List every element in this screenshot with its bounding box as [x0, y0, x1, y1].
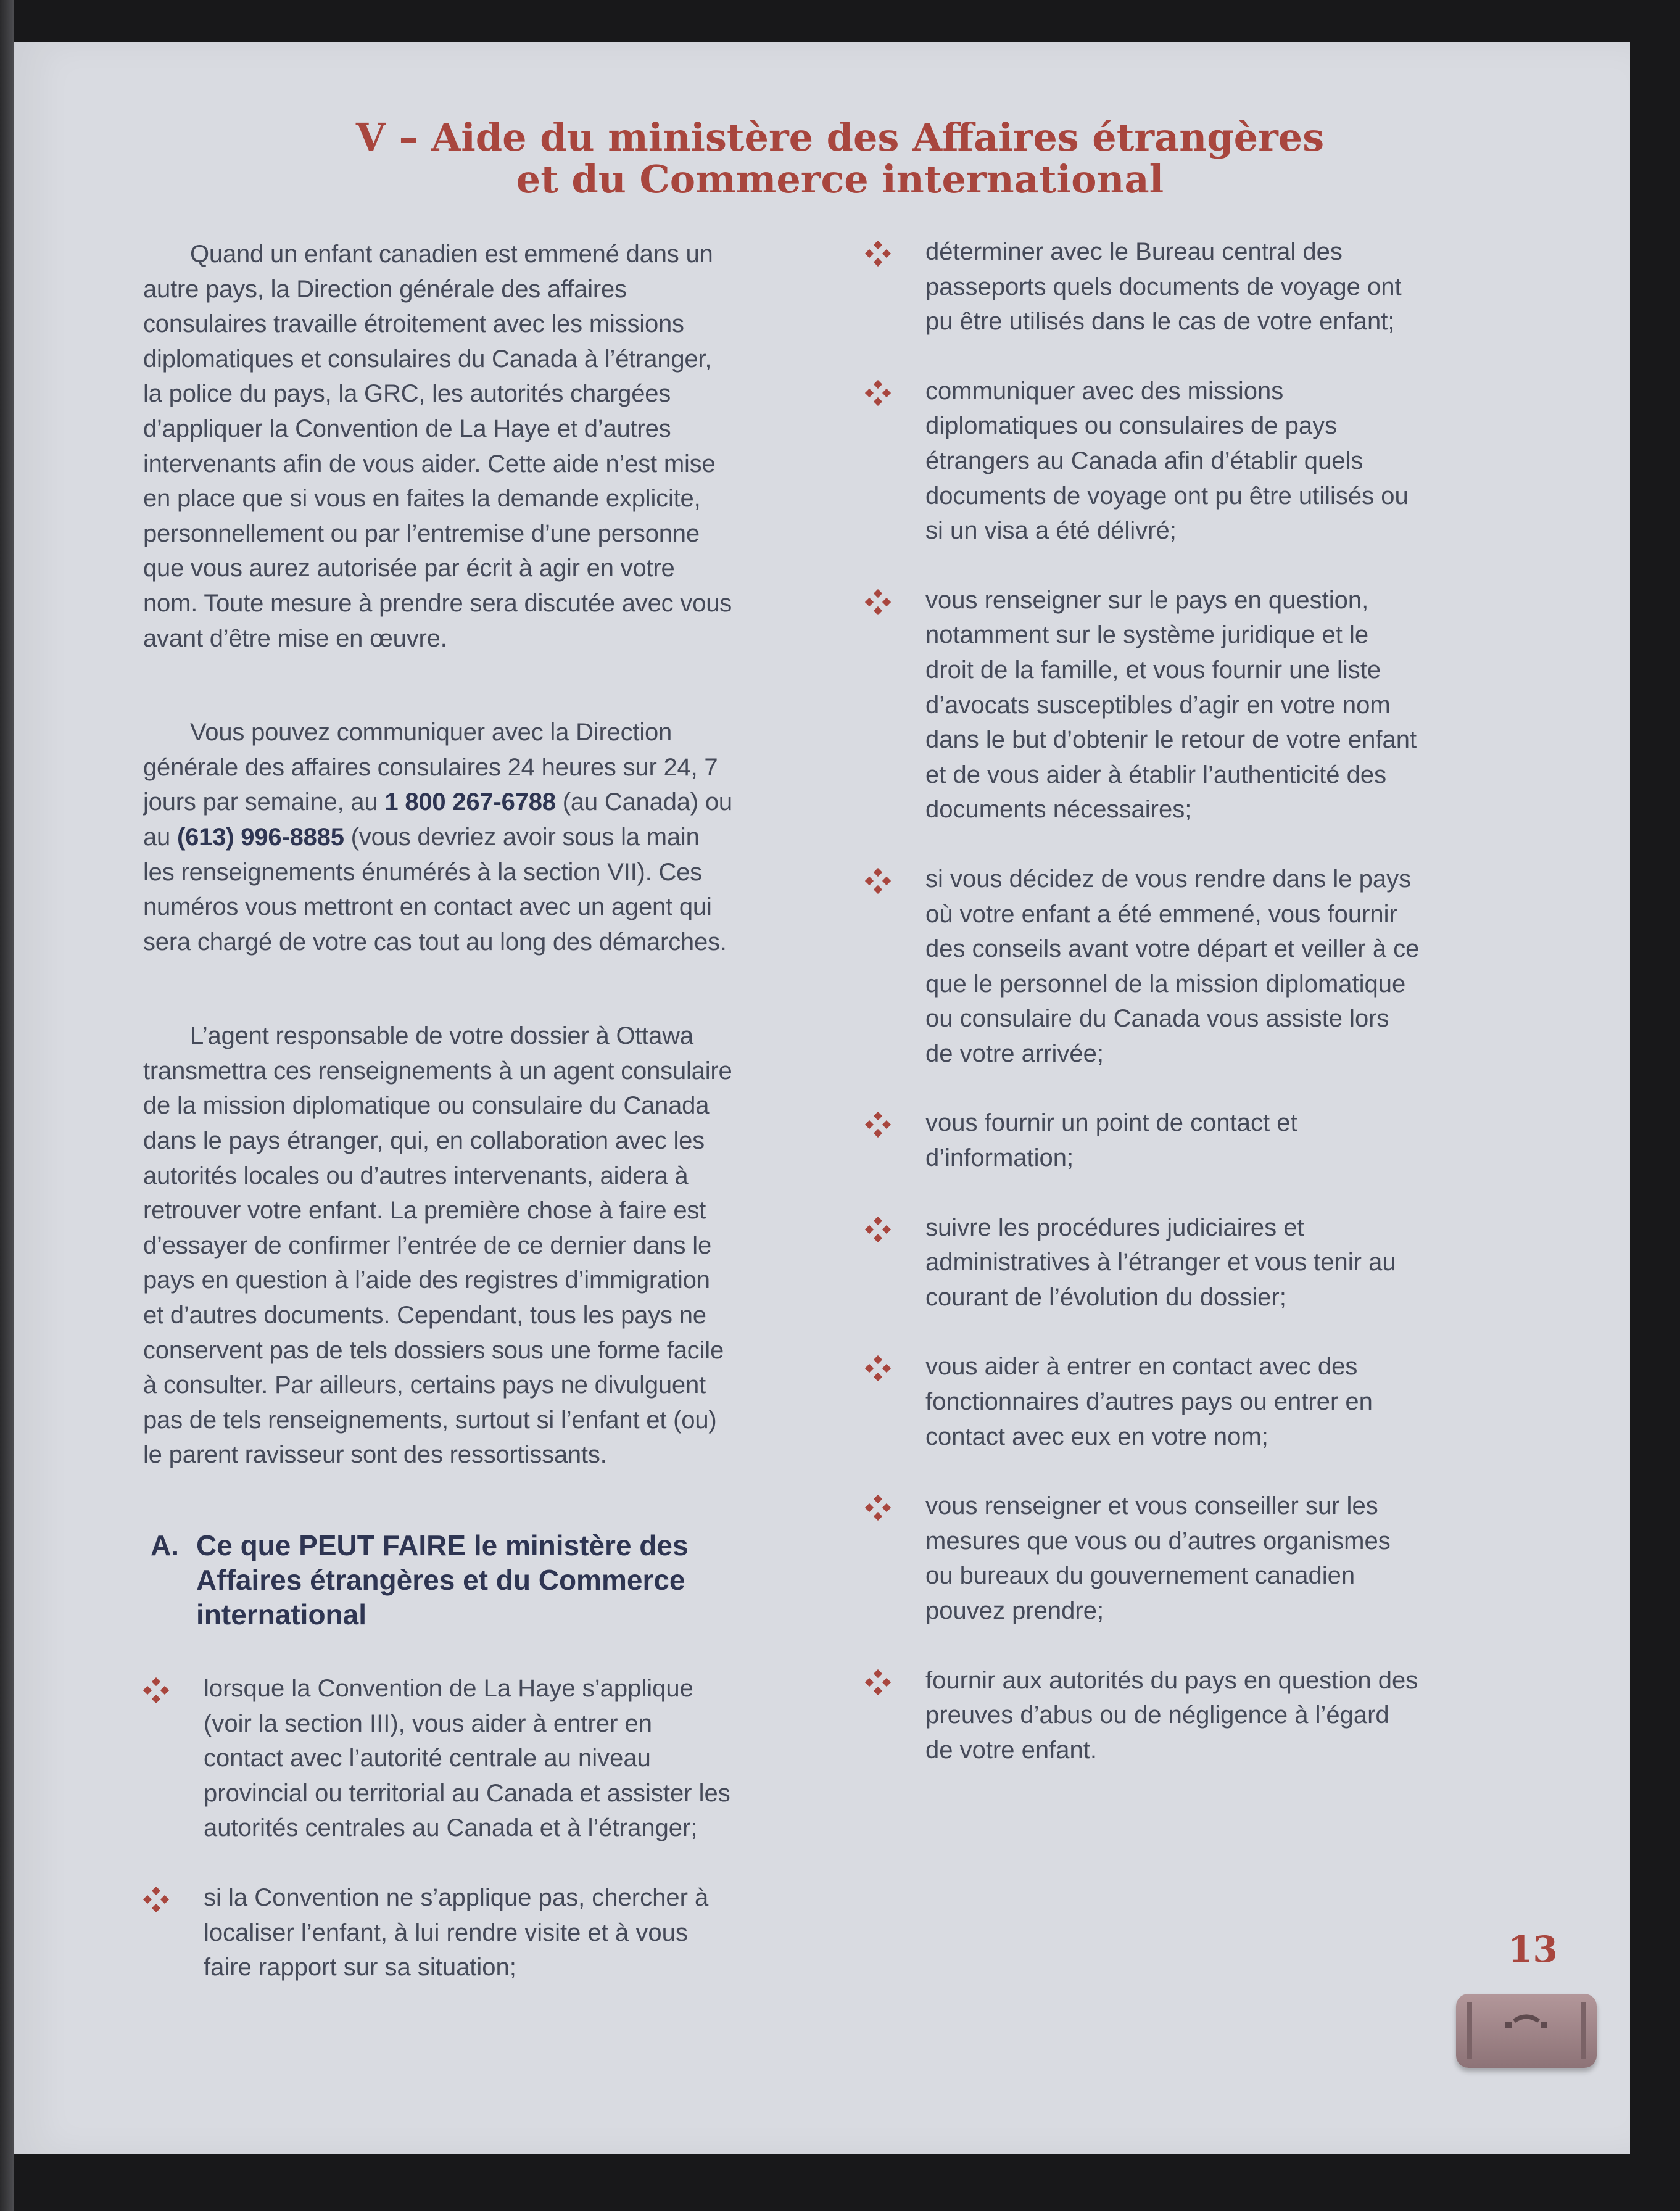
list-item-text: vous fournir un point de contact et d’information;	[925, 1109, 1297, 1172]
list-item	[143, 1880, 735, 1985]
list-item-text: vous aider à entrer en contact avec des fonctionnaires d’autres pays ou entrer en contact avec eux en votre nom;	[925, 1353, 1373, 1450]
paragraph-contact	[143, 715, 735, 959]
list-item	[865, 234, 1420, 339]
list-item-text: communiquer avec des missions diplomatiques ou consulaires de pays étrangers au Canada afin d’établir quels documents de voyage ont pu être utilisés ou si un visa a été délivré;	[925, 377, 1409, 545]
suitcase-icon	[1456, 1994, 1597, 2068]
diamond-bullet-icon	[865, 1112, 891, 1138]
list-item	[865, 583, 1420, 827]
contact-text-b: (au Canada) ou au	[143, 788, 732, 851]
list-item-text: si vous décidez de vous rendre dans le pays où votre enfant a été emmené, vous fournir des conseils avant votre départ et veiller à ce que le personnel de la mission diplomatique ou consulaire du Canada vous assiste lors de votre arrivée;	[925, 865, 1420, 1067]
list-item	[865, 1349, 1420, 1454]
diamond-bullet-icon	[143, 1887, 169, 1912]
list-item-text: déterminer avec le Bureau central des passeports quels documents de voyage ont pu être utilisés dans le cas de votre enfant;	[925, 238, 1402, 336]
paragraph-intro: Quand un enfant canadien est emmené dans un autre pays, la Direction générale des affaires consulaires travaille étroitement avec les missions diplomatiques et consulaires du Canada à l’étranger, la police du pays, la GRC, les autorités chargées d’appliquer la Convention de La Haye et d’autres intervenants afin de vous aider. Cette aide n’est mise en place que si vous en faites la demande explicite, personnellement ou par l’entremise d’une personne que vous aurez autorisée par écrit à agir en votre nom. Toute mesure à prendre sera discutée avec vous avant d’être mise en œuvre.	[143, 241, 732, 652]
contact-text-c: (vous devriez avoir sous la main les renseignements énumérés à la section VII). Ces numéros vous mettront en contact avec un agent qui sera chargé de votre cas tout au long des démarches.	[143, 823, 727, 956]
left-column	[143, 237, 735, 1985]
phone-ottawa: (613) 996-8885	[177, 823, 344, 851]
diamond-bullet-icon	[865, 241, 891, 267]
diamond-bullet-icon	[865, 380, 891, 406]
list-item-text: suivre les procédures judiciaires et administratives à l’étranger et vous tenir au courant de l’évolution du dossier;	[925, 1213, 1396, 1311]
binding-edge	[0, 0, 14, 2211]
right-column	[865, 234, 1420, 1767]
diamond-bullet-icon	[865, 1355, 891, 1381]
section-heading-text: Ce que PEUT FAIRE le ministère des Affaires étrangères et du Commerce international	[196, 1529, 689, 1630]
page-number: 13	[1508, 1928, 1558, 1970]
page-title-line2: et du Commerce international	[516, 157, 1164, 202]
diamond-bullet-icon	[865, 1669, 891, 1695]
list-item-text: fournir aux autorités du pays en question des preuves d’abus ou de négligence à l’égard de votre enfant.	[925, 1666, 1418, 1764]
diamond-bullet-icon	[865, 1217, 891, 1242]
list-item-text: vous renseigner sur le pays en question, notamment sur le système juridique et le droit de la famille, et vous fournir une liste d’avocats susceptibles d’agir en votre nom dans le but d’obtenir le retour de votre enfant et de vous aider à établir l’authenticité des documents nécessaires;	[925, 586, 1417, 824]
page-title-line1: V – Aide du ministère des Affaires étrangères	[355, 115, 1325, 160]
list-item	[865, 1489, 1420, 1628]
list-item	[865, 1106, 1420, 1175]
diamond-bullet-icon	[865, 1495, 891, 1521]
diamond-bullet-icon	[865, 868, 891, 894]
list-item-text: lorsque la Convention de La Haye s’applique (voir la section III), vous aider à entrer en contact avec l’autorité centrale au niveau provincial ou territorial au Canada et assister les autorités centrales au Canada et à l’étranger;	[204, 1675, 730, 1842]
list-item	[865, 862, 1420, 1072]
diamond-bullet-icon	[865, 589, 891, 615]
section-heading	[143, 1528, 735, 1632]
contact-text-a: Vous pouvez communiquer avec la Direction générale des affaires consulaires 24 heures sur 24, 7 jours par semaine, au	[143, 719, 718, 816]
phone-toll-free: 1 800 267-6788	[384, 788, 556, 816]
paragraph-agent: L’agent responsable de votre dossier à Ottawa transmettra ces renseignements à un agent consulaire de la mission diplomatique ou consulaire du Canada dans le pays étranger, qui, en collaboration avec les autorités locales ou d’autres intervenants, aidera à retrouver votre enfant. La première chose à faire est d’essayer de confirmer l’entrée de ce dernier dans le pays en question à l’aide des registres d’immigration et d’autres documents. Cependant, tous les pays ne conservent pas de tels dossiers sous une forme facile à consulter. Par ailleurs, certains pays ne divulguent pas de tels renseignements, surtout si l’enfant et (ou) le parent ravisseur sont des ressortissants.	[143, 1022, 732, 1469]
diamond-bullet-icon	[143, 1677, 169, 1703]
list-item	[865, 374, 1420, 548]
list-item-text: vous renseigner et vous conseiller sur les mesures que vous ou d’autres organismes ou bureaux du gouvernement canadien pouvez prendre;	[925, 1492, 1391, 1624]
list-item	[143, 1671, 735, 1846]
section-letter: A.	[151, 1529, 179, 1561]
list-item	[865, 1210, 1420, 1315]
list-item	[865, 1663, 1420, 1768]
list-item-text: si la Convention ne s’applique pas, chercher à localiser l’enfant, à lui rendre visite et à vous faire rapport sur sa situation;	[204, 1883, 709, 1982]
